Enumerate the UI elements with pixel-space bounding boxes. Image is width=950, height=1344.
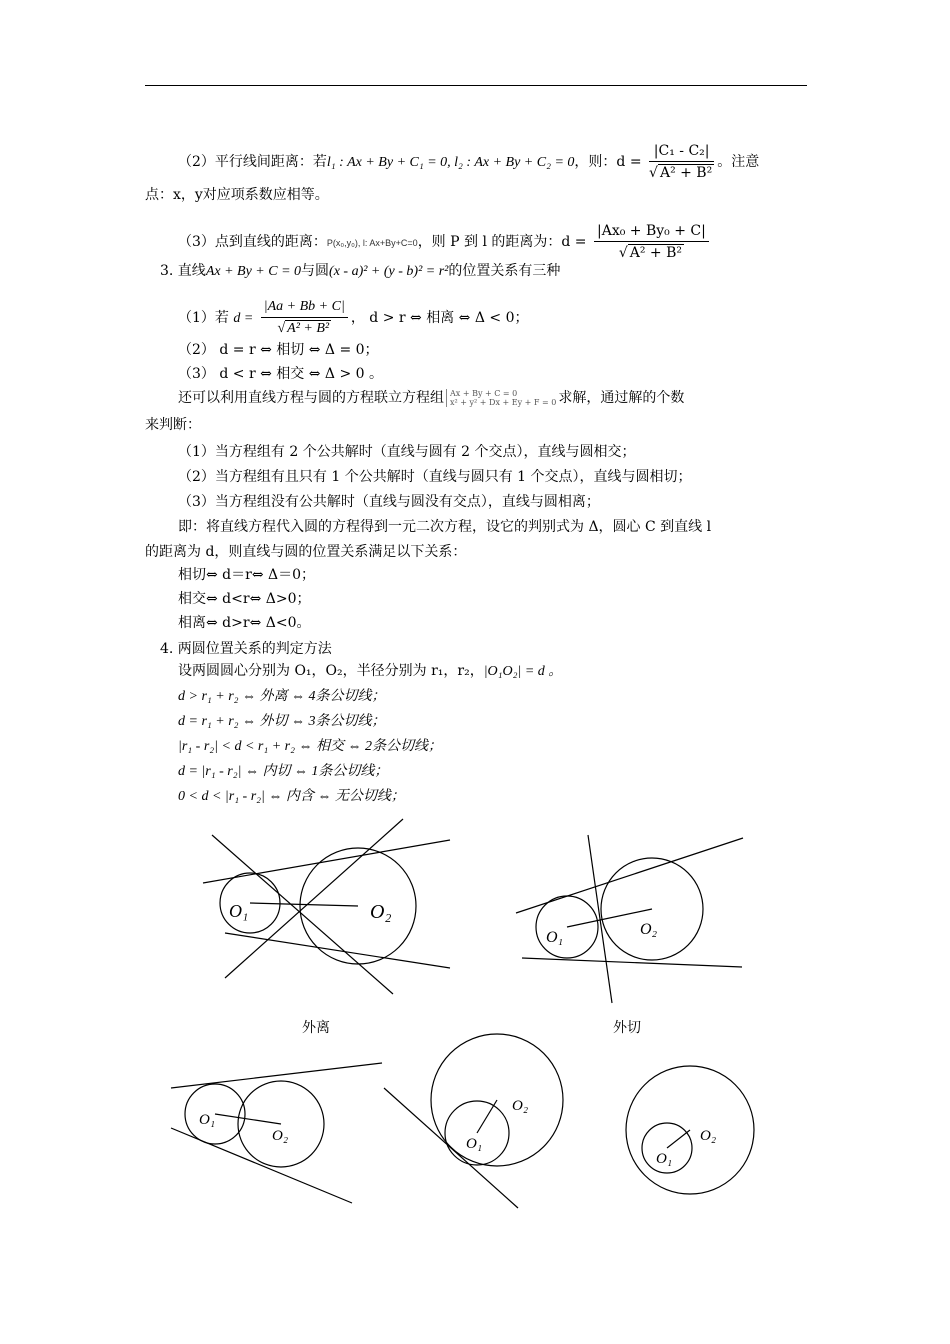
- figure-internal-tangent: [378, 1030, 578, 1215]
- case1-line: [178, 298, 528, 338]
- para1-line: [178, 389, 684, 407]
- case1-denominator: A² + B²: [287, 321, 330, 336]
- para1-a: 还可以利用直线方程与圆的方程联立方程组: [178, 390, 444, 406]
- case1-numerator: |Aa + Bb + C|: [261, 298, 348, 318]
- point-line-mid: ，则 P 到 l 的距离为：: [417, 234, 562, 250]
- parallel-distance-line: [178, 142, 759, 182]
- equation-system: [446, 389, 556, 407]
- point-line-prefix: （3）点到直线的距离：: [178, 234, 327, 250]
- system-eq1: Ax + By + C = 0: [450, 389, 518, 398]
- case1-d: d =: [233, 311, 254, 326]
- point-line-distance: [178, 222, 712, 262]
- parallel-then: ，则：: [574, 154, 617, 170]
- point-line-numerator: |Ax₀ + By₀ + C|: [594, 222, 709, 242]
- parallel-d-eq: d =: [616, 154, 642, 170]
- fig1-o1-label: O₁: [229, 901, 249, 921]
- parallel-prefix: （2）平行线间距离：若: [178, 154, 327, 170]
- item4-heading: 4. 两圆位置关系的判定方法: [160, 641, 332, 657]
- fig3-o2-label: O₂: [272, 1128, 289, 1144]
- item4-intro: [178, 662, 562, 681]
- fig3-o1-label: O₁: [199, 1112, 216, 1128]
- fig5-o1-label: O₁: [656, 1151, 673, 1167]
- system-eq2: x² + y² + Dx + Ey + F = 0: [450, 398, 557, 407]
- figure-external-tangent: [512, 825, 787, 1010]
- para1-b: 求解，通过解的个数: [558, 390, 685, 406]
- header-rule: [145, 85, 807, 86]
- circle-relation-contain: 0 < d < |r₁ - r₂| ⇔ 内含 ⇔ 无公切线；: [178, 789, 405, 804]
- solution-3: （3）当方程组没有公共解时（直线与圆没有交点），直线与圆相离；: [178, 494, 600, 510]
- item3-line-equation: Ax + By + C = 0: [205, 264, 302, 279]
- point-line-condition: P(x₀,y₀), l: Ax+By+C=0: [326, 238, 418, 248]
- figure-separate: [195, 815, 465, 1000]
- item4-intro-text: 设两圆圆心分别为 O₁，O₂，半径分别为 r₁，r₂，: [178, 663, 484, 679]
- case3-line: （3） d < r ⇔ 相交 ⇔ Δ > 0 。: [178, 366, 384, 382]
- case1-prefix: （1）若: [178, 310, 229, 326]
- relation-separate: 相离⇔ d>r⇔ Δ<0。: [178, 615, 311, 631]
- parallel-note: 点：x，y对应项系数应相等。: [145, 187, 329, 203]
- fig5-o2-label: O₂: [700, 1128, 717, 1144]
- fig4-o1-label: O₁: [466, 1136, 483, 1152]
- item4-intro-eq: |O₁O₂| = d 。: [483, 664, 563, 679]
- circle-relation-external-tangent: d = r₁ + r₂ ⇔ 外切 ⇔ 3条公切线；: [178, 714, 386, 729]
- item3-tail: 的位置关系有三种: [448, 263, 561, 279]
- fig1-o2-label: O₂: [370, 901, 392, 923]
- fig2-o1-label: O₁: [546, 929, 564, 946]
- circle-relation-separate: d > r₁ + r₂ ⇔ 外离 ⇔ 4条公切线；: [178, 689, 386, 704]
- parallel-fraction: $\frac{\text{|C₁ - C₂|}}{\text{√ A² + B²}}$: [649, 143, 713, 181]
- caption-external-tangent: 外切: [613, 1020, 641, 1036]
- circle-relation-intersect: |r₁ - r₂| < d < r₁ + r₂ ⇔ 相交 ⇔ 2条公切线；: [178, 739, 442, 754]
- case2-line: （2） d = r ⇔ 相切 ⇔ Δ = 0；: [178, 342, 379, 358]
- point-line-denominator: A² + B²: [629, 245, 683, 261]
- figure-intersect: [165, 1060, 395, 1210]
- case1-relation: ， d > r ⇔ 相离 ⇔ Δ < 0；: [350, 310, 529, 326]
- fig2-o2-label: O₂: [640, 921, 658, 938]
- item3-mid: 与圆: [301, 263, 330, 279]
- item3-circle-equation: (x - a)² + (y - b)² = r²: [329, 264, 449, 279]
- parallel-numerator: |C₁ - C₂|: [649, 142, 714, 162]
- figure-contain: [620, 1060, 760, 1200]
- point-line-fraction: $\frac{\text{|Ax₀ + By₀ + C|}}{\text{√ A² + B²}}$: [594, 222, 709, 262]
- case1-fraction: $\frac{|Aa + Bb + C|}{\text{√ A² + B²}}$: [261, 298, 348, 338]
- solution-2: （2）当方程组有且只有 1 个公共解时（直线与圆只有 1 个交点），直线与圆相切；: [178, 469, 692, 485]
- para2-a: 即：将直线方程代入圆的方程得到一元二次方程，设它的判别式为 Δ，圆心 C 到直线 l: [178, 519, 712, 535]
- point-line-d-eq: d =: [561, 234, 587, 250]
- para1-c: 来判断：: [145, 417, 201, 433]
- para2-b: 的距离为 d，则直线与圆的位置关系满足以下关系：: [145, 544, 467, 560]
- circle-relation-internal-tangent: d = |r₁ - r₂| ⇔ 内切 ⇔ 1条公切线；: [178, 764, 389, 779]
- solution-1: （1）当方程组有 2 个公共解时（直线与圆有 2 个交点），直线与圆相交；: [178, 444, 636, 460]
- relation-intersect: 相交⇔ d<r⇔ Δ>0；: [178, 591, 311, 607]
- parallel-denominator: A² + B²: [659, 165, 713, 181]
- fig4-o2-label: O₂: [512, 1098, 529, 1114]
- parallel-note-tail: 。注意: [717, 154, 760, 170]
- caption-separate: 外离: [302, 1020, 330, 1036]
- parallel-condition: l₁ : Ax + By + C₁ = 0, l₂ : Ax + By + C₂ = 0: [326, 155, 575, 170]
- item3-heading: [160, 262, 560, 281]
- item3-head: 3. 直线: [160, 263, 206, 279]
- relation-tangent: 相切⇔ d＝r⇔ Δ＝0；: [178, 567, 316, 583]
